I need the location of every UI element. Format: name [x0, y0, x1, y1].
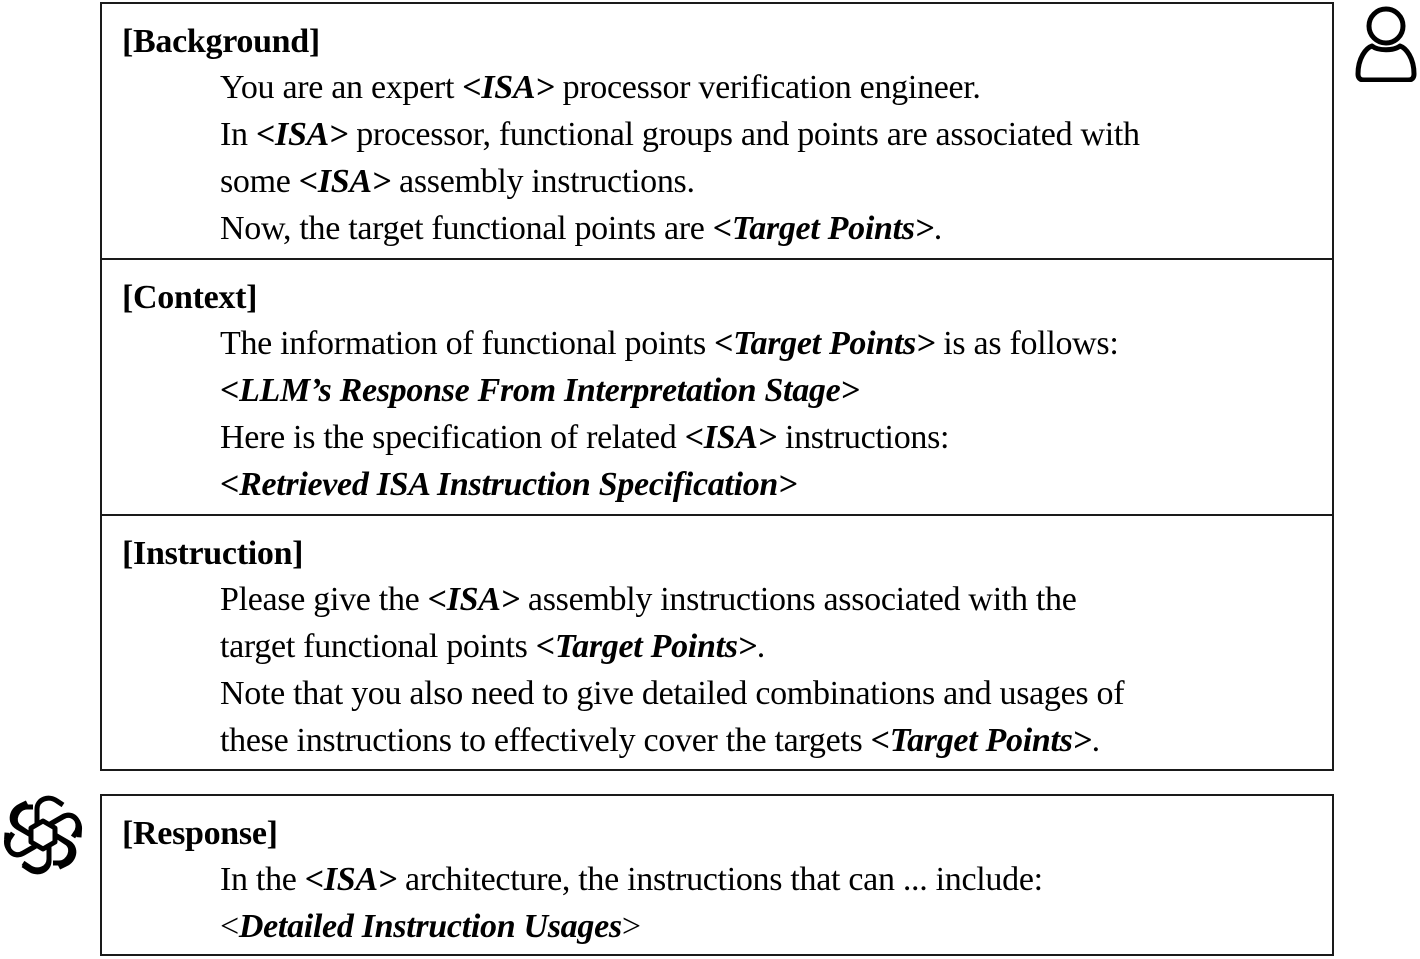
placeholder-token: <Retrieved ISA Instruction Specification>: [220, 466, 798, 503]
placeholder-token: <ISA>: [298, 163, 391, 200]
placeholder-token: <Target Points>: [712, 210, 934, 247]
response-box: [100, 794, 1334, 956]
placeholder-token: <Target Points>: [870, 722, 1092, 759]
text-segment: Here is the specification of related: [220, 419, 685, 456]
response-section: [102, 796, 1332, 954]
instruction-section: [102, 516, 1332, 769]
instruction-heading: [Instruction]: [122, 535, 304, 572]
text-line: [122, 461, 1332, 508]
text-segment: In the: [220, 861, 305, 898]
placeholder-token: Detailed Instruction Usages: [238, 908, 622, 945]
text-segment: instructions:: [776, 419, 950, 456]
placeholder-token: <Target Points>: [714, 325, 936, 362]
background-lines: [122, 64, 1332, 252]
response-heading: [Response]: [122, 815, 278, 852]
placeholder-token: <Target Points>: [535, 628, 757, 665]
text-segment: .: [933, 210, 942, 247]
user-icon: [1352, 4, 1420, 82]
text-line: [122, 414, 1332, 461]
response-lines: [122, 856, 1332, 950]
prompt-box: [100, 2, 1334, 771]
context-lines: [122, 320, 1332, 508]
text-segment: is as follows:: [935, 325, 1119, 362]
text-line: [122, 576, 1332, 623]
text-segment: architecture, the instructions that can ... include:: [396, 861, 1043, 898]
text-line: [122, 205, 1332, 252]
text-segment: <: [220, 908, 239, 945]
context-heading: [Context]: [122, 279, 258, 316]
text-segment: processor verification engineer.: [554, 69, 981, 106]
text-segment: processor, functional groups and points are associated with: [348, 116, 1140, 153]
openai-logo-icon: [2, 794, 84, 876]
text-segment: .: [1091, 722, 1100, 759]
text-segment: assembly instructions associated with the: [519, 581, 1077, 618]
text-line: [122, 64, 1332, 111]
text-line: [122, 717, 1332, 764]
text-segment: assembly instructions.: [390, 163, 695, 200]
text-segment: these instructions to effectively cover the targets: [220, 722, 871, 759]
placeholder-token: <ISA>: [427, 581, 520, 618]
instruction-lines: [122, 576, 1332, 764]
text-segment: Note that you also need to give detailed combinations and usages of: [220, 675, 1125, 712]
text-segment: The information of functional points: [220, 325, 715, 362]
text-line: [122, 111, 1332, 158]
background-heading: [Background]: [122, 23, 320, 60]
placeholder-token: <LLM’s Response From Interpretation Stage>: [220, 372, 860, 409]
text-segment: Please give the: [220, 581, 428, 618]
text-segment: You are an expert: [220, 69, 463, 106]
text-line: [122, 856, 1332, 903]
text-line: [122, 367, 1332, 414]
text-line: [122, 320, 1332, 367]
text-segment: In: [220, 116, 256, 153]
text-line: [122, 623, 1332, 670]
text-line: [122, 670, 1332, 717]
background-section: [102, 4, 1332, 260]
placeholder-token: <ISA>: [304, 861, 397, 898]
text-segment: .: [756, 628, 765, 665]
text-segment: >: [621, 908, 641, 945]
text-segment: target functional points: [220, 628, 536, 665]
text-line: [122, 903, 1332, 950]
placeholder-token: <ISA>: [255, 116, 349, 153]
text-line: [122, 158, 1332, 205]
placeholder-token: <ISA>: [684, 419, 777, 456]
context-section: [102, 260, 1332, 516]
text-segment: Now, the target functional points are: [220, 210, 713, 247]
text-segment: some: [220, 163, 299, 200]
placeholder-token: <ISA>: [462, 69, 555, 106]
